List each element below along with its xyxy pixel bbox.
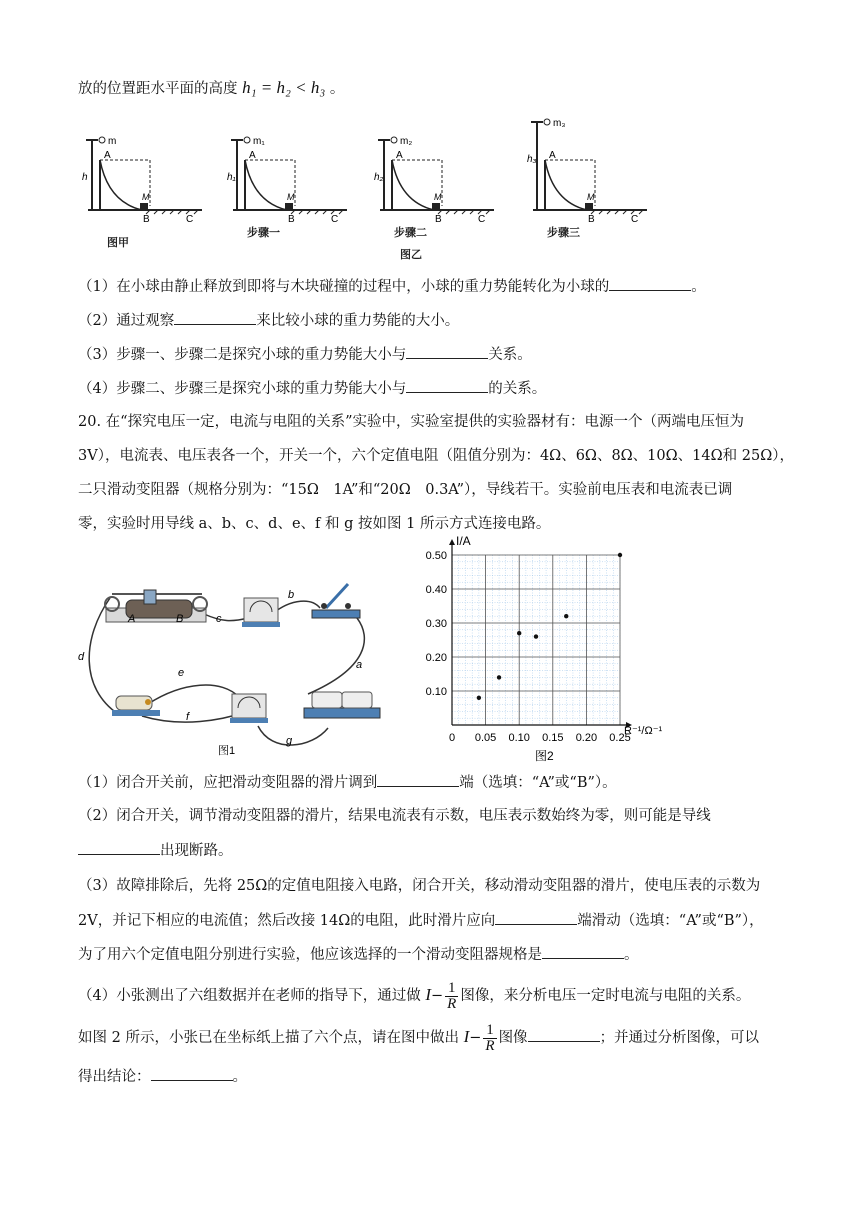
point-B: B <box>288 214 295 225</box>
p3b-text: 2V，并记下相应的电流值；然后改接 14Ω的电阻，此时滑片应向 <box>78 913 496 929</box>
label-B: B <box>176 613 184 625</box>
y-tick-label: 0.10 <box>425 686 447 698</box>
q20-line3: 二只滑动变阻器（规格分别为：“15Ω 1A”和“20Ω 0.3A”），导线若干。实验前电压表和电流表已调 <box>78 482 733 498</box>
q20-part3a: （3）故障排除后，先将 25Ω的定值电阻接入电路，闭合开关，移动滑动变阻器的滑片，使电压表的示数为 <box>78 878 761 894</box>
ball-label: m₃ <box>553 118 566 129</box>
caption-step2: 步骤二 <box>394 226 427 239</box>
height-label: h₂ <box>374 172 384 183</box>
p4b-mid: 图像 <box>498 1030 528 1046</box>
ramp-figure <box>70 112 670 272</box>
q19-part2 <box>78 310 459 331</box>
q19-part3-text: （3）步骤一、步骤二是探究小球的重力势能大小与 <box>78 347 407 363</box>
y-tick-label: 0.50 <box>425 550 447 562</box>
point-C: C <box>478 214 486 225</box>
resistor <box>112 696 160 716</box>
y-axis-arrow <box>449 539 455 545</box>
chart-fig2 <box>410 535 700 770</box>
point-A: A <box>396 150 403 161</box>
height-label: h₃ <box>527 154 537 165</box>
answer-blank[interactable] <box>174 310 256 325</box>
q19-part2-text: （2）通过观察 <box>78 313 175 329</box>
answer-blank[interactable] <box>377 772 459 787</box>
q20-line4: 零，实验时用导线 a、b、c、d、e、f 和 g 按如图 1 所示方式连接电路。 <box>78 516 551 532</box>
switch <box>312 584 360 618</box>
x-tick-label: 0.25 <box>609 732 631 744</box>
battery <box>304 692 380 718</box>
point-C: C <box>186 214 194 225</box>
wire-c: c <box>216 613 222 625</box>
caption-step1: 步骤一 <box>247 226 280 239</box>
p4b-end: ；并通过分析图像，可以 <box>599 1030 760 1046</box>
y-axis-label: I/A <box>456 535 471 548</box>
answer-blank[interactable] <box>542 944 624 959</box>
point-A: A <box>249 150 256 161</box>
point-M: M <box>142 192 150 202</box>
q20-line1: 20. 在“探究电压一定，电流与电阻的关系”实验中，实验室提供的实验器材有：电源一个（两端电压恒为 <box>78 414 744 430</box>
p4c-end: 。 <box>232 1069 247 1085</box>
intro-text: 放的位置距水平面的高度 <box>78 81 238 97</box>
x-tick-label: 0.10 <box>508 732 530 744</box>
wire-e: e <box>178 667 185 679</box>
panel-step3 <box>527 118 647 225</box>
q19-part2-end: 来比较小球的重力势能的大小。 <box>256 313 460 329</box>
q20-part3b <box>78 910 764 931</box>
p1-text: （1）闭合开关前，应把滑动变阻器的滑片调到 <box>78 775 378 791</box>
chart-grid <box>452 555 620 725</box>
panel-step2 <box>374 136 494 225</box>
height-formula: h₁ = h₂ < h₃ <box>242 78 326 97</box>
q19-part1-end: 。 <box>691 279 706 295</box>
p3b-end: 端滑动（选填：“A”或“B”）， <box>577 913 764 929</box>
x-axis-label: R⁻¹/Ω⁻¹ <box>624 725 663 737</box>
q19-part3 <box>78 344 532 365</box>
fraction-1-over-R: $\frac{1}{R}$ <box>485 1021 495 1054</box>
p4c-text: 得出结论： <box>78 1069 151 1085</box>
wire-d: d <box>78 651 85 663</box>
y-tick-label: 0.30 <box>425 618 447 630</box>
q19-part4 <box>78 378 546 399</box>
p3c-end: 。 <box>624 947 639 963</box>
point-M: M <box>287 192 295 202</box>
point-B: B <box>588 214 595 225</box>
panel-step1 <box>227 136 347 225</box>
p2-end: 出现断路。 <box>160 843 233 859</box>
rheostat <box>105 590 207 622</box>
math-minus: − <box>431 988 444 1004</box>
intro-line <box>78 78 344 99</box>
q20-part3c <box>78 944 639 965</box>
ball-label: m <box>108 136 117 147</box>
x-tick-label: 0 <box>448 732 456 744</box>
point-B: B <box>143 214 150 225</box>
q19-part4-end: 的关系。 <box>488 381 547 397</box>
q19-part4-text: （4）步骤二、步骤三是探究小球的重力势能大小与 <box>78 381 407 397</box>
panel-jia <box>82 136 202 225</box>
answer-blank[interactable] <box>609 276 691 291</box>
answer-blank[interactable] <box>528 1027 600 1042</box>
y-tick-label: 0.20 <box>425 652 447 664</box>
caption-step3: 步骤三 <box>547 226 580 239</box>
answer-blank[interactable] <box>406 378 488 393</box>
p3c-text: 为了用六个定值电阻分别进行实验，他应该选择的一个滑动变阻器规格是 <box>78 947 542 963</box>
wire-g: g <box>286 735 293 747</box>
ball-label: m₁ <box>253 136 265 147</box>
caption-yi: 图乙 <box>400 248 422 261</box>
math-I: I <box>425 985 432 1004</box>
q20-part2a: （2）闭合开关，调节滑动变阻器的滑片，结果电流表有示数，电压表示数始终为零，则可能是导线 <box>78 808 711 824</box>
label-A: A <box>128 613 136 625</box>
point-B: B <box>435 214 442 225</box>
wire-b: b <box>288 589 295 601</box>
x-tick-label: 0.05 <box>474 732 497 744</box>
q19-part1-text: （1）在小球由静止释放到即将与木块碰撞的过程中，小球的重力势能转化为小球的 <box>78 279 610 295</box>
q19-part1 <box>78 276 706 297</box>
chart-axes <box>449 539 632 728</box>
q19-part3-end: 关系。 <box>488 347 532 363</box>
p4b-text: 如图 2 所示，小张已在坐标纸上描了六个点，请在图中做出 <box>78 1030 459 1046</box>
height-label: h₁ <box>227 172 236 183</box>
answer-blank[interactable] <box>78 840 160 855</box>
caption-jia: 图甲 <box>107 236 129 249</box>
x-tick-label: 0.20 <box>575 732 598 744</box>
q20-part1 <box>78 772 617 793</box>
p1-end: 端（选填：“A”或“B”）。 <box>459 775 617 791</box>
point-C: C <box>331 214 339 225</box>
answer-blank[interactable] <box>495 910 577 925</box>
circuit-caption: 图1 <box>218 745 236 757</box>
wire-a: a <box>356 659 363 671</box>
data-point <box>477 696 481 700</box>
p4a-end: 图像，来分析电压一定时电流与电阻的关系。 <box>460 988 751 1004</box>
data-point <box>497 675 501 679</box>
ammeter <box>242 598 280 627</box>
p4a-text: （4）小张测出了六组数据并在老师的指导下，通过做 <box>78 988 421 1004</box>
point-M: M <box>434 192 442 202</box>
q20-part4b <box>78 1020 759 1054</box>
fraction-1-over-R: $\frac{1}{R}$ <box>447 979 457 1012</box>
chart-ticks <box>426 550 631 744</box>
answer-blank[interactable] <box>151 1066 233 1081</box>
chart-caption: 图2 <box>535 749 554 763</box>
data-point <box>618 553 622 557</box>
circuit-figure <box>72 578 392 758</box>
point-C: C <box>631 214 639 225</box>
point-M: M <box>587 192 595 202</box>
height-label: h <box>82 172 88 183</box>
q20-part4c <box>78 1066 247 1087</box>
math-I: I <box>463 1027 470 1046</box>
data-point <box>534 634 538 638</box>
q20-part2b <box>78 840 233 861</box>
chart-points <box>477 553 623 700</box>
voltmeter <box>230 694 268 723</box>
point-A: A <box>104 150 111 161</box>
math-minus: − <box>469 1030 482 1046</box>
x-tick-label: 0.15 <box>542 732 564 744</box>
ball-label: m₂ <box>400 136 413 147</box>
intro-end: 。 <box>329 81 345 97</box>
point-A: A <box>549 150 556 161</box>
wire-f: f <box>186 711 190 723</box>
y-tick-label: 0.40 <box>425 584 447 596</box>
data-point <box>517 631 521 635</box>
q20-part4a <box>78 978 750 1012</box>
data-point <box>564 614 568 618</box>
answer-blank[interactable] <box>406 344 488 359</box>
q20-line2: 3V），电流表、电压表各一个，开关一个，六个定值电阻（阻值分别为：4Ω、6Ω、8Ω、10Ω、14Ω和 25Ω）， <box>78 448 794 464</box>
